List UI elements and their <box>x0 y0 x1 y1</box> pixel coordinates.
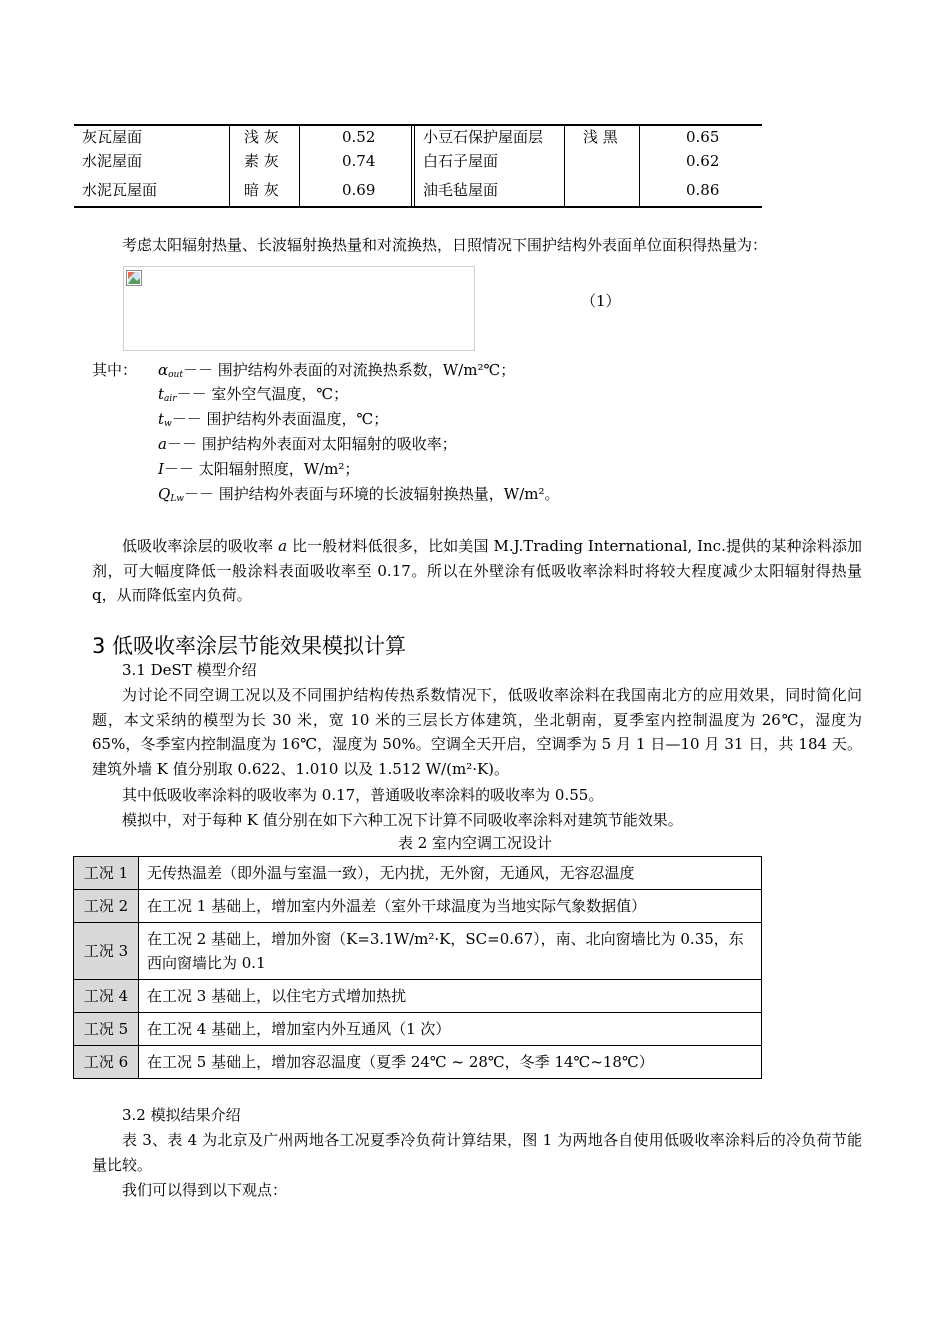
table-row <box>74 177 762 203</box>
paragraph-text: 比一般材料低很多，比如美国 M.J.Trading International, Inc.提供的某种涂料添加剂，可大幅度降低一般涂料表面吸收率至 0.17。所以在外壁涂有低吸收率涂料时将较大程度减少太阳辐射得热量 q，从而降低室内负荷。 <box>92 537 862 604</box>
broken-image-icon <box>126 270 142 286</box>
section-heading: 3 低吸收率涂层节能效果模拟计算 <box>92 634 407 658</box>
symbol: α <box>158 361 169 379</box>
symbol: I <box>158 460 164 478</box>
condition-label: 工况 2 <box>74 890 139 923</box>
table-row <box>74 148 762 174</box>
absorptivity-value: 0.65 <box>686 128 720 146</box>
table-row <box>74 980 762 1013</box>
condition-label: 工况 5 <box>74 1013 139 1046</box>
table-row <box>74 890 762 923</box>
definition-text: －－ 围护结构外表面与环境的长波辐射换热量，W/m²。 <box>184 485 560 503</box>
condition-label: 工况 4 <box>74 980 139 1013</box>
condition-description: 在工况 1 基础上，增加室内外温差（室外干球温度为当地实际气象数据值） <box>139 890 762 923</box>
condition-description: 无传热温差（即外温与室温一致），无内扰，无外窗，无通风，无容忍温度 <box>139 857 762 890</box>
table-caption: 表 2 室内空调工况设计 <box>397 834 553 852</box>
definition-text: －－ 围护结构外表面的对流换热系数，W/m²℃； <box>182 361 516 379</box>
definition-item <box>158 383 348 410</box>
roof-color: 素 灰 <box>244 152 279 170</box>
observations-paragraph: 我们可以得到以下观点： <box>122 1181 288 1199</box>
table-row <box>74 857 762 890</box>
symbol: a <box>278 537 288 555</box>
ac-conditions-table <box>73 856 762 1079</box>
absorptivity-value: 0.69 <box>342 181 376 199</box>
definitions-lead: 其中： <box>92 361 138 379</box>
table-bottom-rule <box>74 206 762 208</box>
symbol-subscript: air <box>164 394 177 404</box>
symbol: a <box>158 435 167 453</box>
condition-description: 在工况 4 基础上，增加室内外互通风（1 次） <box>139 1013 762 1046</box>
absorptivity-value: 0.62 <box>686 152 720 170</box>
table-row <box>74 1013 762 1046</box>
symbol-subscript: out <box>168 370 183 380</box>
roof-name: 小豆石保护屋面层 <box>423 128 544 146</box>
definition-item <box>158 483 559 510</box>
definition-text: －－ 太阳辐射照度，W/m²； <box>163 460 360 478</box>
condition-label: 工况 6 <box>74 1046 139 1079</box>
roof-name: 油毛毡屋面 <box>423 181 499 199</box>
definition-text: －－ 室外空气温度，℃； <box>176 385 349 403</box>
symbol: t <box>158 410 165 428</box>
absorptivity-value: 0.86 <box>686 181 720 199</box>
definition-item <box>158 408 388 435</box>
condition-description: 在工况 5 基础上，增加容忍温度（夏季 24℃ ~ 28℃，冬季 14℃~18℃） <box>139 1046 762 1079</box>
definition-text: －－ 围护结构外表面对太阳辐射的吸收率； <box>166 435 457 453</box>
condition-description: 在工况 3 基础上，以住宅方式增加热扰 <box>139 980 762 1013</box>
paragraph-text: 低吸收率涂层的吸收率 <box>122 537 279 555</box>
roof-color: 浅 灰 <box>244 128 279 146</box>
subsection-heading: 3.1 DeST 模型介绍 <box>122 661 257 679</box>
definition-item <box>158 458 359 480</box>
definition-item <box>158 433 457 455</box>
condition-label: 工况 1 <box>74 857 139 890</box>
symbol-subscript: Lw <box>170 494 184 504</box>
roof-name: 水泥屋面 <box>82 152 143 170</box>
equation-number: （1） <box>581 292 621 310</box>
simulation-paragraph: 模拟中，对于每种 K 值分别在如下六种工况下计算不同吸收率涂料对建筑节能效果。 <box>122 811 683 829</box>
low-absorptivity-paragraph <box>92 534 862 608</box>
roof-name: 白石子屋面 <box>423 152 499 170</box>
absorptivity-value: 0.52 <box>342 128 376 146</box>
symbol: t <box>158 385 165 403</box>
symbol: Q <box>158 485 171 503</box>
heat-gain-paragraph: 考虑太阳辐射热量、长波辐射换热量和对流换热，日照情况下围护结构外表面单位面积得热量为： <box>122 236 768 254</box>
material-absorptivity-table <box>74 124 762 209</box>
results-paragraph: 表 3、表 4 为北京及广州两地各工况夏季冷负荷计算结果，图 1 为两地各自使用低吸收率涂料后的冷负荷节能量比较。 <box>92 1131 862 1174</box>
roof-color: 浅 黑 <box>583 128 618 146</box>
model-paragraph: 为讨论不同空调工况以及不同围护结构传热系数情况下，低吸收率涂料在我国南北方的应用效果，同时简化问题，本文采纳的模型为长 30 米，宽 10 米的三层长方体建筑，坐北朝南，夏季室内控制温度为 26℃，湿度为 65%，冬季室内控制温度为 16℃，湿度为 50%。空调全天开启，空调季为 5 月 1 日—10 月 31 日，共 184 天。建筑外墙 K 值分别取 0.622、1.010 以及 1.512 W/(m²·K)。 <box>92 686 862 778</box>
absorptivity-paragraph: 其中低吸收率涂料的吸收率为 0.17，普通吸收率涂料的吸收率为 0.55。 <box>122 786 604 804</box>
subsection-heading: 3.2 模拟结果介绍 <box>122 1106 241 1124</box>
symbol-subscript: w <box>164 419 172 429</box>
condition-description: 在工况 2 基础上，增加外窗（K=3.1W/m²·K，SC=0.67），南、北向窗墙比为 0.35，东西向窗墙比为 0.1 <box>139 923 762 980</box>
table-row <box>74 923 762 980</box>
table-row <box>74 124 762 150</box>
definition-item <box>158 359 515 386</box>
definition-text: －－ 围护结构外表面温度，℃； <box>171 410 389 428</box>
roof-name: 灰瓦屋面 <box>82 128 143 146</box>
condition-label: 工况 3 <box>74 923 139 980</box>
table-row <box>74 1046 762 1079</box>
absorptivity-value: 0.74 <box>342 152 376 170</box>
roof-name: 水泥瓦屋面 <box>82 181 158 199</box>
equation-image <box>123 266 475 351</box>
roof-color: 暗 灰 <box>244 181 279 199</box>
